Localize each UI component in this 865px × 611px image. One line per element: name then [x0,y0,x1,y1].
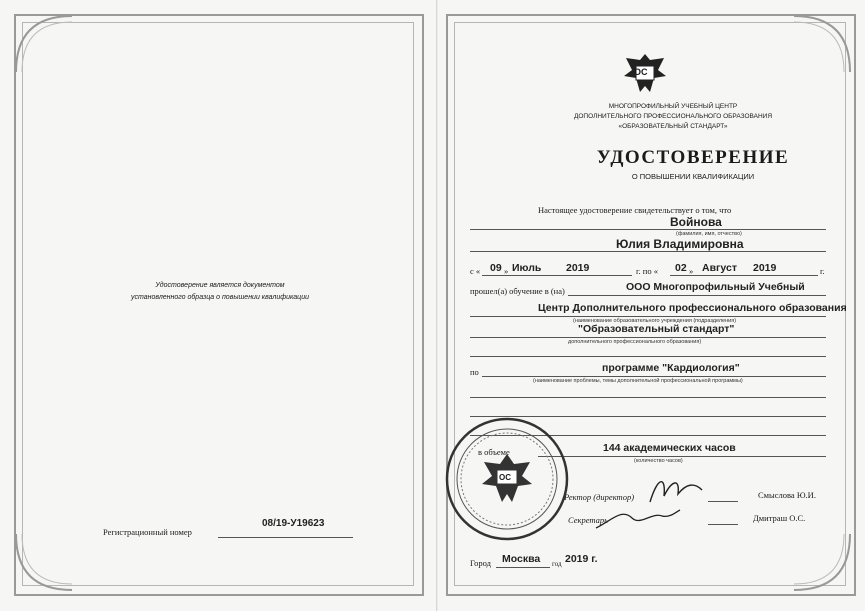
to-year: 2019 [753,262,777,274]
institution-caption2: дополнительного профессионального образования) [568,339,702,345]
from-date-line [482,275,632,276]
corner-ornament-icon [792,14,852,74]
blank-line [470,356,826,357]
to-month: Август [702,262,737,274]
to-label: г. по « [636,266,658,276]
document-note-line2: установленного образца о повышении квалификации [131,294,309,301]
year-suffix: г. [820,266,825,276]
document-title: УДОСТОВЕРЕНИЕ [596,147,790,168]
head-name: Смыслова Ю.И. [758,490,816,500]
surname-line [470,229,826,230]
signature-line [708,501,738,502]
institution-name-line3: "Образовательный стандарт" [578,323,735,335]
registration-number: 08/19-У19623 [262,518,325,529]
given-names-line [470,251,826,252]
passed-label: прошел(а) обучение в (на) [470,286,565,296]
registration-label: Регистрационный номер [103,527,192,537]
hours-caption: (количество часов) [634,458,683,464]
right-page [438,0,865,611]
signature-line [708,524,738,525]
institution-name-line2: Центр Дополнительного профессионального образования [538,302,847,314]
secretary-label: Секретарь [568,515,608,525]
program-line [482,376,826,377]
intro-text: Настоящее удостоверение свидетельствует о том, что [538,205,732,215]
hours-prefix: в объеме [478,447,510,457]
city-value: Москва [502,553,541,565]
given-names: Юлия Владимировна [616,237,744,251]
from-day: 09 [490,262,502,274]
from-month: Июль [512,262,542,274]
head-label: Ректор (директор) [564,492,635,502]
emblem-letters: ОС [634,67,648,77]
program-caption: (наименование проблемы, темы дополнительной профессиональной программы) [533,378,743,384]
left-ornamental-border [14,14,424,596]
seal-letters: ОС [499,473,511,482]
to-date-line [670,275,818,276]
org-line3: «ОБРАЗОВАТЕЛЬНЫЙ СТАНДАРТ» [618,123,728,130]
to-day: 02 [675,262,687,274]
corner-ornament-icon [14,14,74,74]
institution-line3 [470,337,826,338]
secretary-name: Дмитраш О.С. [753,513,806,523]
institution-line2 [470,316,826,317]
year-value: 2019 г. [565,553,598,565]
institution-caption: (наименование образовательного учреждения (подразделения) [573,318,737,324]
org-line1: МНОГОПРОФИЛЬНЫЙ УЧЕБНЫЙ ЦЕНТР [608,103,738,110]
document-subtitle: О ПОВЫШЕНИИ КВАЛИФИКАЦИИ [631,172,755,181]
hours-line [538,456,826,457]
city-label: Город [470,558,491,568]
secretary-signature-icon [592,500,682,532]
corner-ornament-icon [14,532,74,592]
po-label: по [470,367,479,377]
from-sep: » [504,266,509,276]
year-label: год [552,560,562,568]
program-name: программе "Кардиология" [602,362,740,374]
hours-value: 144 академических часов [603,442,736,454]
blank-line [470,397,826,398]
from-label: с « [470,266,481,276]
corner-ornament-icon [792,532,852,592]
registration-line [218,537,353,538]
name-caption: (фамилия, имя, отчество) [676,231,742,237]
institution-line1 [568,295,826,296]
surname: Войнова [670,215,722,229]
institution-name-line1: ООО Многопрофильный Учебный [626,281,805,293]
left-inner-border [22,22,414,586]
from-year: 2019 [566,262,590,274]
document-note-line1: Удостоверение является документом [155,282,285,289]
org-line2: ДОПОЛНИТЕЛЬНОГО ПРОФЕССИОНАЛЬНОГО ОБРАЗОВАНИЯ [573,113,773,120]
city-line [496,567,550,568]
to-sep: » [689,266,694,276]
